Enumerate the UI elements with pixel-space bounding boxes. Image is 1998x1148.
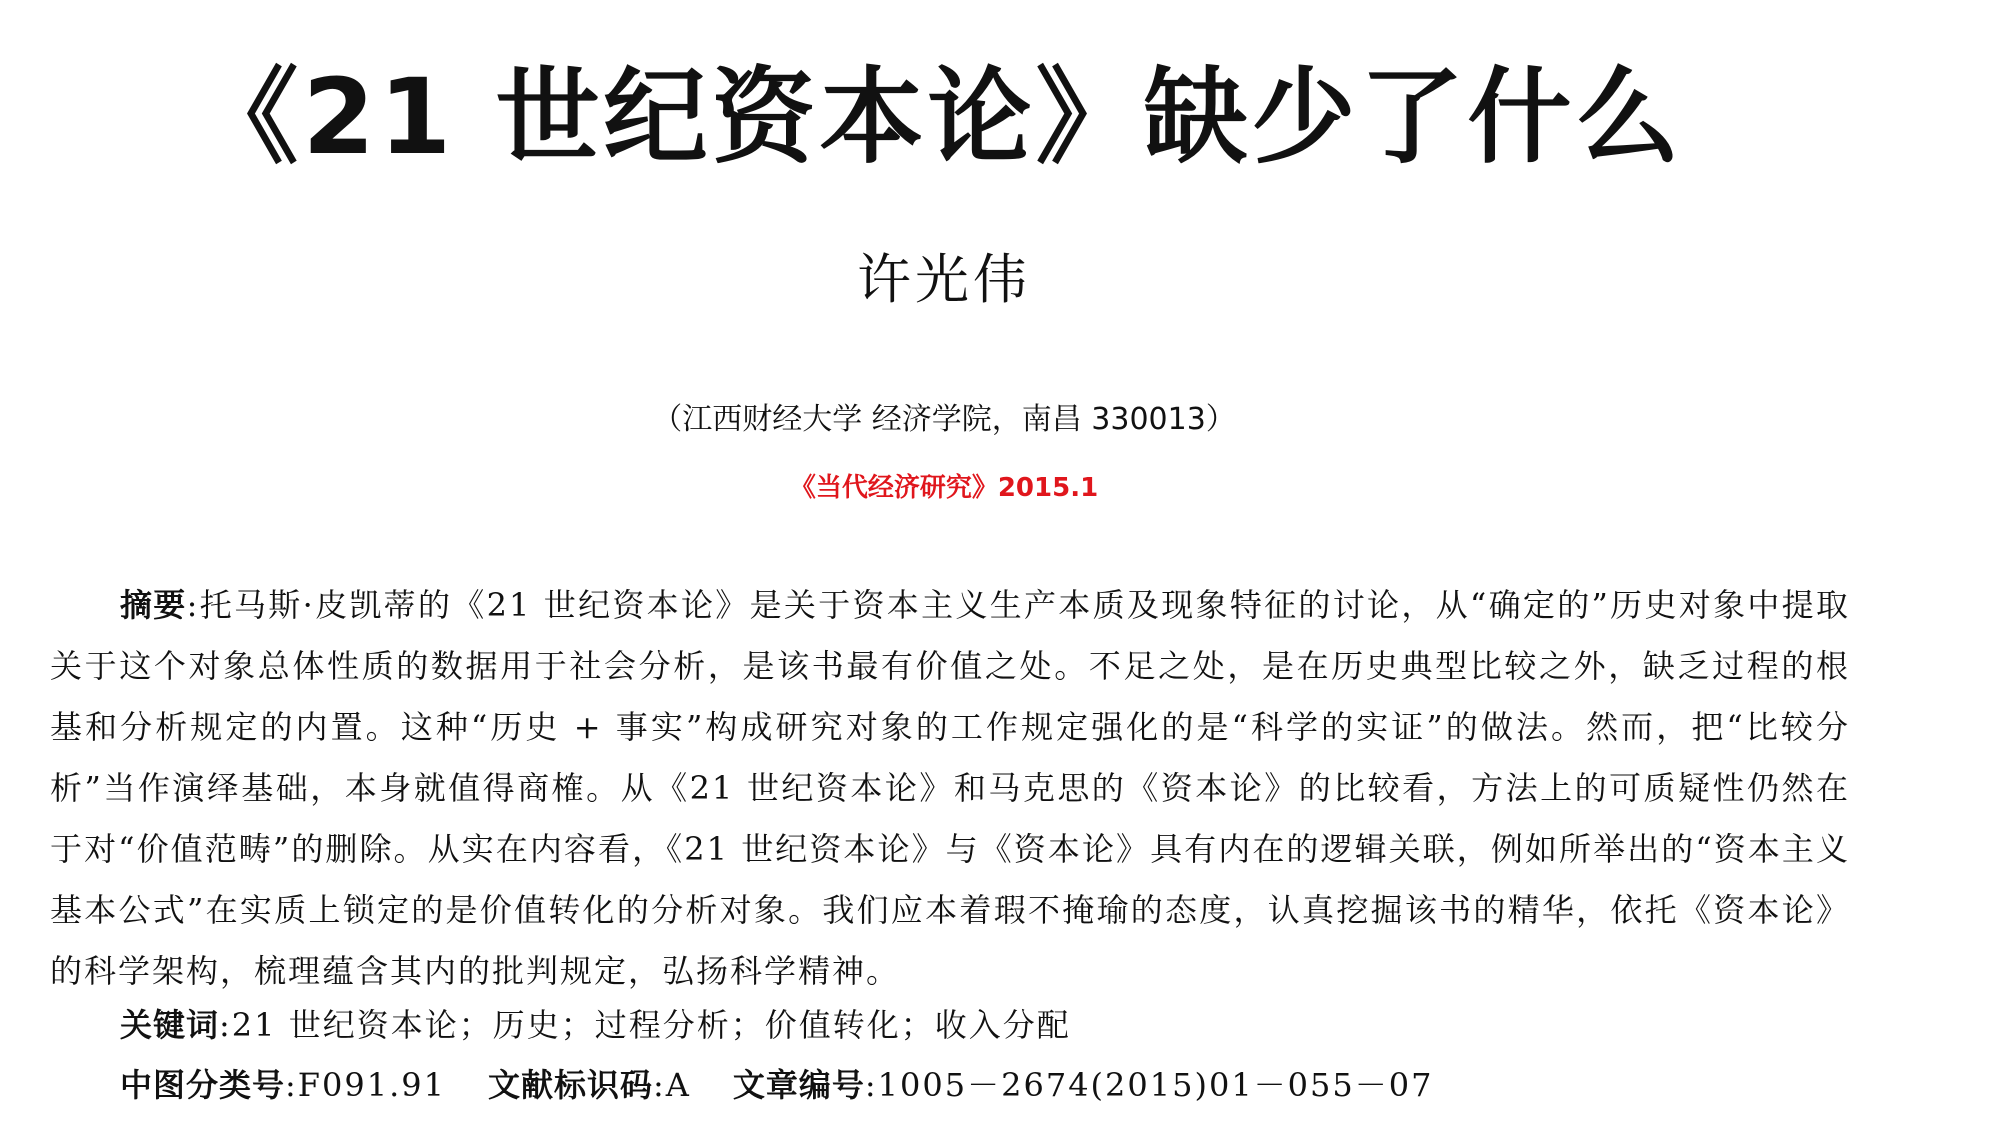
abstract-colon: : [186, 586, 200, 624]
author-affiliation [0, 400, 1998, 440]
keywords-label: 关键词 [120, 1006, 220, 1044]
clc-colon: : [285, 1066, 298, 1104]
abstract-label: 摘要 [120, 586, 187, 624]
abstract-paragraph [50, 575, 1850, 1002]
clc-label: 中图分类号 [120, 1066, 286, 1104]
abstract-text: 托马斯·皮凯蒂的《21 世纪资本论》是关于资本主义生产本质及现象特征的讨论，从“确定的”历史对象中提取关于这个对象总体性质的数据用于社会分析，是该书最有价值之处。不足之处，是在历史典型比较之外，缺乏过程的根基和分析规定的内置。这种“历史 + 事实”构成研究对象的工作规定强化的是“科学的实证”的做法。然而，把“比较分析”当作演绎基础，本身就值得商榷。从《21 世纪资本论》和马克思的《资本论》的比较看，方法上的可质疑性仍然在于对“价值范畴”的删除。从实在内容看，《21 世纪资本论》与《资本论》具有内在的逻辑关联，例如所举出的“资本主义基本公式”在实质上锁定的是价值转化的分析对象。我们应本着瑕不掩瑜的态度，认真挖掘该书的精华，依托《资本论》的科学架构，梳理蕴含其内的批判规定，弘扬科学精神。 [50, 586, 1850, 990]
article-no-colon: : [864, 1066, 878, 1104]
article-no-label: 文章编号 [732, 1066, 865, 1104]
clc-value: F091.91 [297, 1066, 446, 1104]
paper-title-text: 《21 世纪资本论》缺少了什么 [194, 56, 1684, 178]
article-no-value: 1005－2674(2015)01－055－07 [877, 1066, 1434, 1104]
journal-text: 《当代经济研究》2015.1 [789, 473, 1099, 503]
doc-code-value: A [665, 1066, 691, 1104]
keywords-text: 21 世纪资本论；历史；过程分析；价值转化；收入分配 [231, 1006, 1071, 1044]
journal-citation [0, 470, 1998, 506]
paper-title [0, 52, 1998, 182]
keywords-colon: : [219, 1006, 232, 1044]
classification-line [120, 1060, 1433, 1110]
doc-code-label: 文献标识码 [487, 1066, 653, 1104]
paper-author [0, 248, 1998, 312]
doc-code-colon: : [652, 1066, 666, 1104]
author-name: 许光伟 [857, 248, 1031, 311]
affiliation-text: （江西财经大学 经济学院，南昌 330013） [652, 402, 1236, 437]
keywords-line [120, 1000, 1071, 1050]
